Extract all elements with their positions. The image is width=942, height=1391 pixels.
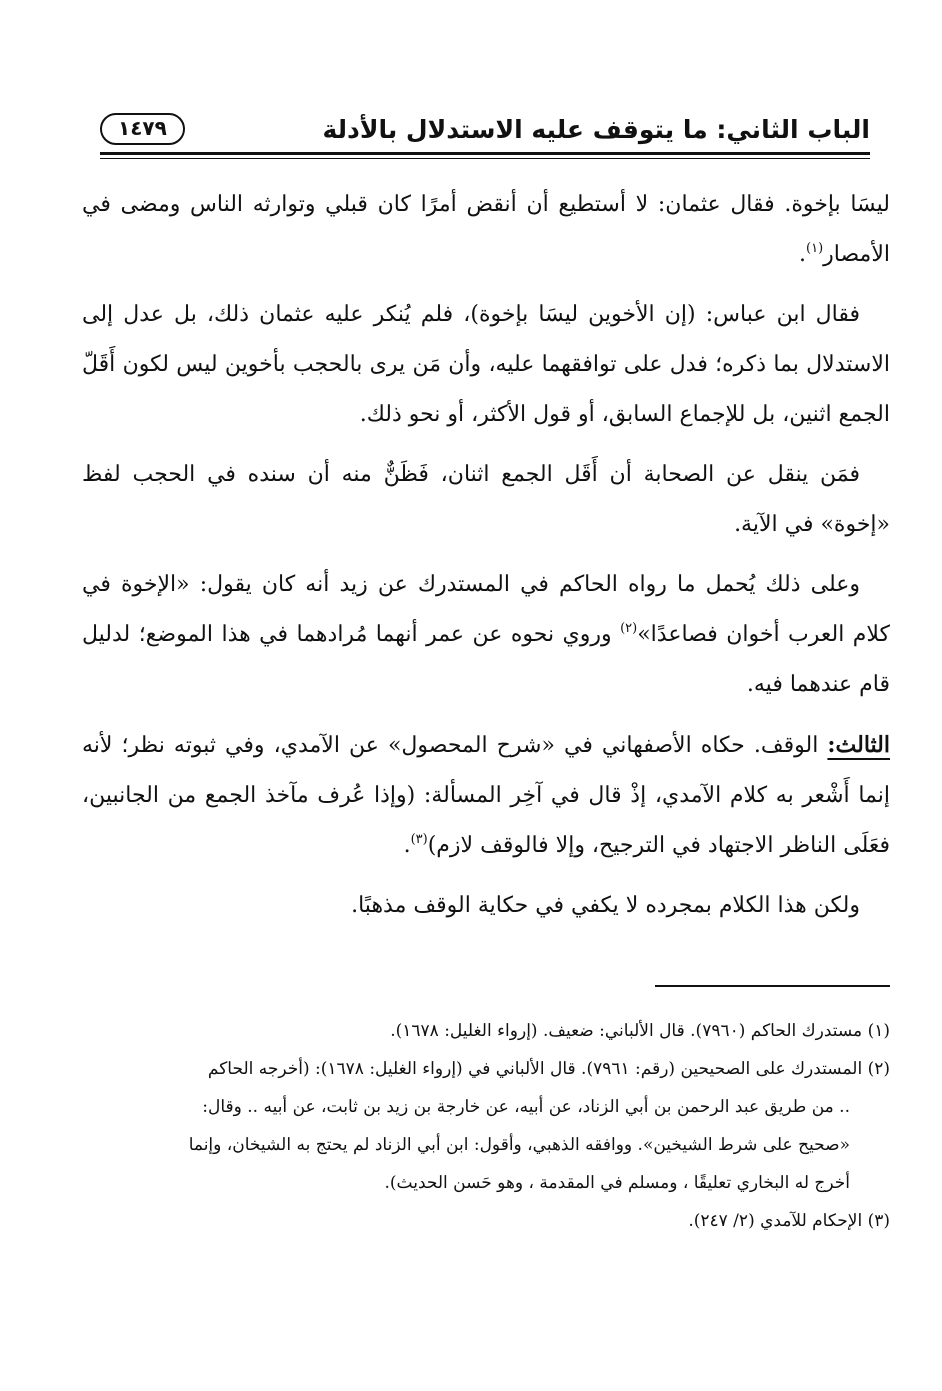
paragraph-1-end: .: [799, 242, 806, 267]
footnote-2-line-4: أخرج له البخاري تعليقًا ، ومسلم في المقدمة ، وهو حَسن الحديث).: [384, 1173, 850, 1193]
footnote-2-line-3: «صحيح على شرط الشيخين». ووافقه الذهبي، وأقول: ابن أبي الزناد لم يحتج به الشيخان، وإنما: [188, 1135, 850, 1155]
footnote-ref-3: (٣): [410, 832, 428, 847]
paragraph-4: [82, 560, 890, 710]
page-number-badge: ١٤٧٩: [100, 113, 185, 145]
paragraph-6: ولكن هذا الكلام بمجرده لا يكفي في حكاية الوقف مذهبًا.: [351, 893, 860, 918]
paragraph-3: فمَن ينقل عن الصحابة أن أَقَل الجمع اثنان، فَظَنٌّ منه أن سنده في الحجب لفظ «إخوة» في الآية.: [82, 462, 890, 537]
footnote-1: (١) مستدرك الحاكم (٧٩٦٠). قال الألباني: ضعيف. (إرواء الغليل: ١٦٧٨).: [390, 1021, 890, 1041]
main-text: [82, 180, 890, 951]
paragraph-5: [82, 720, 890, 871]
paragraph-5-end: .: [403, 833, 411, 858]
paragraph-5-text: الوقف. حكاه الأصفهاني في «شرح المحصول» عن الآمدي، وفي ثبوته نظر؛ لأنه إنما أَشْعر به كلام الآمدي، إذْ قال في آخِر المسألة: (وإذا عُرف مآخذ الجمع من الجانبين، فعَلَى الناظر الاجتهاد في الترجيح، وإلا فالوقف لازم): [82, 733, 890, 858]
paragraph-4-text-a: وعلى ذلك يُحمل ما رواه الحاكم في المستدرك عن زيد أنه كان يقول: «الإخوة في كلام العرب أخوان فصاعدًا»: [82, 572, 890, 647]
chapter-title: الباب الثاني: ما يتوقف عليه الاستدلال بالأدلة: [322, 114, 870, 144]
paragraph-4-text-b: وروي نحوه عن عمر أنهما مُرادهما في هذا الموضع؛ لدليل قام عندهما فيه.: [82, 622, 890, 697]
footnote-ref-1: (١): [806, 241, 824, 256]
footnotes: [82, 1012, 890, 1240]
header-rule-thin: [100, 158, 870, 159]
header-rule-thick: [100, 152, 870, 155]
section-lead: الثالث:: [827, 732, 890, 758]
footnote-2-line-1: (٢) المستدرك على الصحيحين (رقم: ٧٩٦١). قال الألباني في (إرواء الغليل: ١٦٧٨): (أخرجه الحاكم: [207, 1059, 890, 1079]
paragraph-2: فقال ابن عباس: (إن الأخوين ليسَا بإخوة)، فلم يُنكر عليه عثمان ذلك، بل عدل إلى الاستدلال بما ذكره؛ فدل على توافقهما عليه، وأن مَن يرى بالحجب بأخوين ليس لكون أَقَلّ الجمع اثنين، بل للإجماع السابق، أو قول الأكثر، أو نحو ذلك.: [82, 302, 890, 427]
running-header: [100, 108, 870, 150]
paragraph-1-text: ليسَا بإخوة. فقال عثمان: لا أستطيع أن أنقض أمرًا كان قبلي وتوارثه الناس ومضى في الأمصار: [82, 192, 890, 267]
footnote-2-line-2: .. من طريق عبد الرحمن بن أبي الزناد، عن أبيه، عن خارجة بن زيد بن ثابت، عن أبيه .. وقال:: [202, 1097, 850, 1117]
paragraph-1: [82, 180, 890, 280]
footnote-ref-2: (٢): [620, 621, 638, 636]
footnote-separator: [655, 985, 890, 987]
footnote-3: (٣) الإحكام للآمدي (٢/ ٢٤٧).: [688, 1211, 890, 1231]
